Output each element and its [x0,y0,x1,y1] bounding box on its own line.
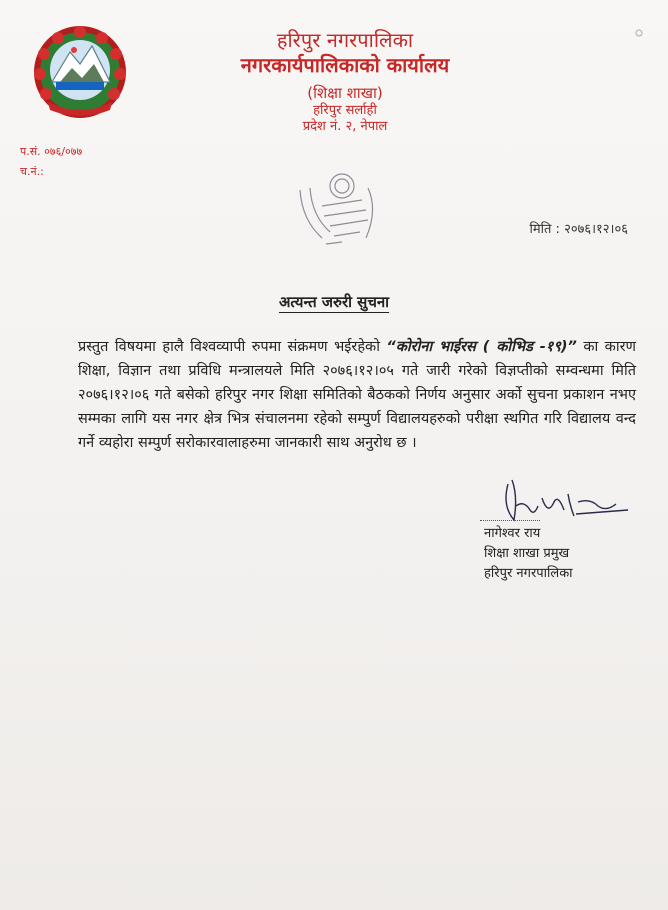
body-emphasis: “कोरोना भाईरस ( कोभिड -१९)” [386,339,577,355]
office-stamp-icon [282,160,392,260]
notice-subject [0,292,668,312]
punch-mark-icon [634,28,644,38]
signatory-block [484,524,573,584]
body-part-1: प्रस्तुत विषयमा हालै विश्वव्यापी रुपमा संक्रमण भईरहेको [78,339,387,355]
dispatch-number: च.नं.: [20,164,44,178]
address-line: हरिपुर सर्लाही [313,102,377,118]
nepal-emblem-icon [30,22,130,122]
letterhead [150,28,540,135]
body-part-2: का कारण शिक्षा, विज्ञान तथा प्रविधि मन्त्रालयले मिति २०७६।१२।०५ गते जारी गरेको विज्ञप्तीको सम्वन्धमा मिति २०७६।१२।०६ गते बसेको हरिपुर नगर शिक्षा समितिको बैठकको निर्णय अनुसार अर्को सुचना प्रकाशन नभए सम्मका लागि यस नगर क्षेत्र भित्र संचालनमा रहेको सम्पुर्ण विद्यालयहरुको परीक्षा स्थगित गरि विद्यालय वन्द गर्ने व्यहोरा सम्पुर्ण सरोकारवालाहरुमा जानकारी साथ अनुरोध छ । [78,339,636,451]
notice-body [78,335,636,455]
office-name: नगरकार्यपालिकाको कार्यालय [240,53,450,77]
section-name: (शिक्षा शाखा) [307,84,383,102]
signatory-name: नागेश्वर राय [484,526,541,541]
signature-line [480,520,540,521]
letter-date: मिति : २०७६।१२।०६ [529,222,628,237]
province-line: प्रदेश नं. २, नेपाल [302,119,388,134]
signatory-designation: शिक्षा शाखा प्रमुख [484,546,570,561]
notice-subject-text: अत्यन्त जरुरी सुचना [278,293,390,311]
municipality-name: हरिपुर नगरपालिका [276,28,414,52]
signatory-office: हरिपुर नगरपालिका [484,566,573,581]
reference-block [20,142,82,182]
letter-number: प.सं. ०७६/०७७ [20,145,83,158]
